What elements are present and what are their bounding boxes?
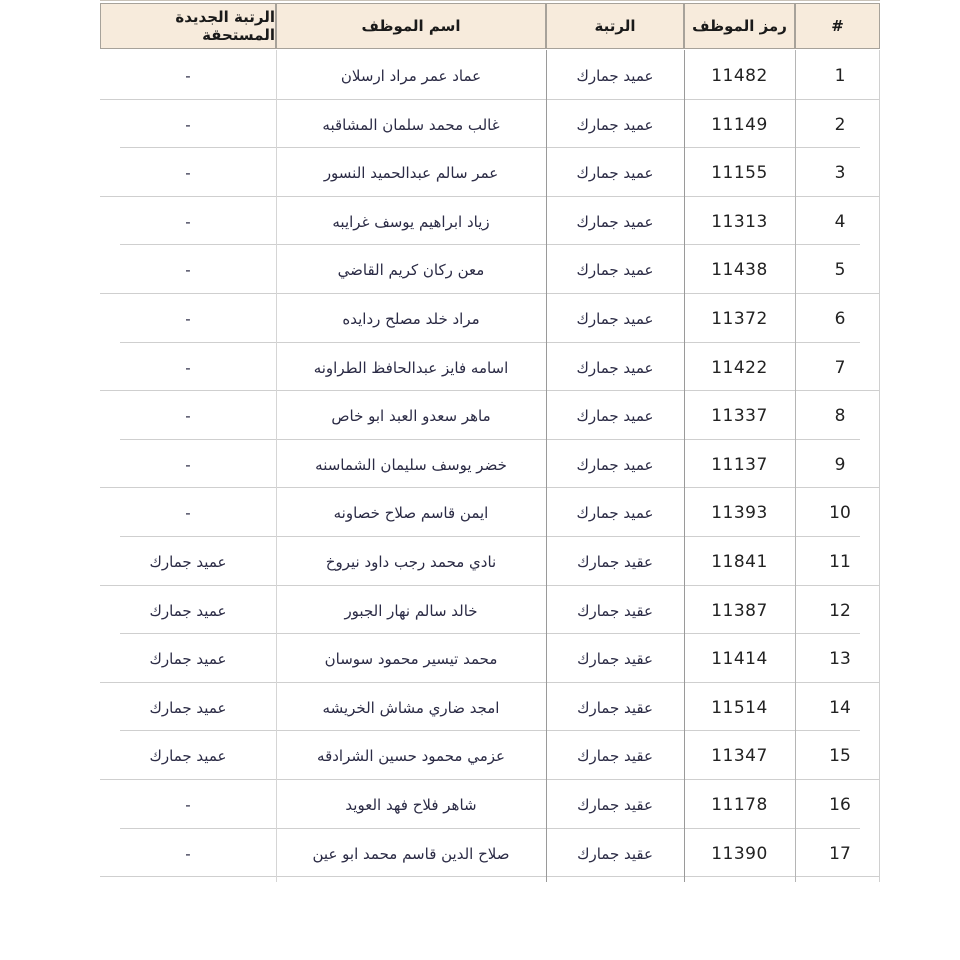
row-number: 9 xyxy=(834,454,846,475)
row-number: 1 xyxy=(834,66,846,86)
row-rank: عقيد جمارك xyxy=(577,601,653,620)
row-number: 7 xyxy=(834,357,846,378)
row-rank: عميد جمارك xyxy=(576,407,654,426)
row-divider xyxy=(100,585,880,586)
row-number: 10 xyxy=(829,503,851,524)
row-new-rank: - xyxy=(185,407,191,426)
column-divider xyxy=(546,50,547,882)
row-divider xyxy=(120,342,860,343)
row-employee-code: 11149 xyxy=(711,114,768,135)
row-new-rank: - xyxy=(185,212,191,231)
row-divider xyxy=(100,390,880,391)
table-row xyxy=(100,489,880,537)
row-divider xyxy=(100,487,880,488)
row-number: 13 xyxy=(829,649,851,670)
row-employee-name: ماهر سعدو العبد ابو خاص xyxy=(331,407,491,426)
row-new-rank: - xyxy=(185,115,191,134)
row-rank: عميد جمارك xyxy=(576,504,654,523)
row-employee-code: 11372 xyxy=(711,309,768,329)
row-employee-name: غالب محمد سلمان المشاقبه xyxy=(322,115,500,134)
row-employee-name: شاهر فلاح فهد العويد xyxy=(345,796,477,814)
row-employee-name: صلاح الدين قاسم محمد ابو عين xyxy=(312,844,510,863)
row-new-rank: - xyxy=(185,504,191,523)
row-employee-code: 11482 xyxy=(711,66,768,86)
column-divider xyxy=(684,50,685,882)
row-employee-name: زياد ابراهيم يوسف غرايبه xyxy=(332,212,490,231)
row-number: 11 xyxy=(829,552,851,572)
employee-table xyxy=(100,0,880,900)
row-employee-code: 11422 xyxy=(711,357,768,378)
row-rank: عميد جمارك xyxy=(576,358,654,377)
table-row xyxy=(100,635,880,683)
header-employee-name: اسم الموظف xyxy=(276,3,546,49)
row-divider xyxy=(100,196,880,197)
row-employee-name: محمد تيسير محمود سوسان xyxy=(324,650,498,669)
row-rank: عقيد جمارك xyxy=(577,844,653,863)
row-rank: عقيد جمارك xyxy=(577,698,653,717)
row-number: 5 xyxy=(834,260,846,281)
row-employee-code: 11387 xyxy=(711,600,768,621)
table-row xyxy=(100,830,880,878)
table-row xyxy=(100,295,880,343)
row-new-rank: عميد جمارك xyxy=(149,747,227,766)
row-number: 12 xyxy=(829,600,851,621)
row-rank: عميد جمارك xyxy=(576,310,654,328)
row-divider xyxy=(100,293,880,294)
row-employee-code: 11414 xyxy=(711,649,768,670)
row-new-rank: - xyxy=(185,358,191,377)
row-number: 2 xyxy=(834,114,846,135)
row-employee-name: ايمن قاسم صلاح خصاونه xyxy=(333,504,489,523)
row-employee-code: 11337 xyxy=(711,406,768,427)
row-employee-name: عمر سالم عبدالحميد النسور xyxy=(323,164,499,183)
row-number: 8 xyxy=(834,406,846,427)
row-employee-code: 11313 xyxy=(711,211,768,232)
column-divider xyxy=(879,50,880,882)
row-employee-name: خضر يوسف سليمان الشماسنه xyxy=(315,455,507,474)
row-rank: عميد جمارك xyxy=(576,115,654,134)
row-new-rank: عميد جمارك xyxy=(149,650,227,669)
row-employee-code: 11137 xyxy=(711,454,768,475)
row-rank: عميد جمارك xyxy=(576,261,654,280)
table-row xyxy=(100,149,880,197)
header-new-rank: الرتبة الجديدة المستحقة xyxy=(100,3,276,49)
table-row xyxy=(100,344,880,392)
table-row xyxy=(100,684,880,732)
row-rank: عقيد جمارك xyxy=(577,553,653,571)
row-rank: عقيد جمارك xyxy=(577,650,653,669)
row-employee-code: 11438 xyxy=(711,260,768,281)
row-new-rank: عميد جمارك xyxy=(149,698,227,717)
row-divider xyxy=(100,99,880,100)
row-employee-code: 11514 xyxy=(711,697,768,718)
row-divider xyxy=(120,828,860,829)
row-number: 17 xyxy=(829,843,851,864)
row-number: 3 xyxy=(834,163,846,184)
row-divider xyxy=(120,536,860,537)
row-number: 16 xyxy=(829,795,851,815)
row-employee-name: معن ركان كريم القاضي xyxy=(337,261,485,280)
row-employee-code: 11155 xyxy=(711,163,768,184)
table-row xyxy=(100,246,880,294)
row-number: 6 xyxy=(834,309,846,329)
row-divider xyxy=(120,439,860,440)
row-divider xyxy=(120,147,860,148)
column-divider xyxy=(795,50,796,882)
row-rank: عقيد جمارك xyxy=(577,747,653,766)
row-employee-name: خالد سالم نهار الجبور xyxy=(344,601,478,620)
row-new-rank: - xyxy=(185,261,191,280)
row-new-rank: - xyxy=(185,310,191,328)
row-number: 15 xyxy=(829,746,851,767)
row-divider xyxy=(100,779,880,780)
table-row xyxy=(100,101,880,149)
row-employee-code: 11841 xyxy=(711,552,768,572)
row-new-rank: - xyxy=(185,164,191,183)
row-employee-code: 11393 xyxy=(711,503,768,524)
header-employee-code: رمز الموظف xyxy=(684,3,795,49)
row-employee-name: امجد ضاري مشاش الخريشه xyxy=(322,698,500,717)
table-row xyxy=(100,538,880,586)
row-divider xyxy=(120,633,860,634)
header-rank: الرتبة xyxy=(546,3,684,49)
row-divider xyxy=(100,682,880,683)
row-employee-name: عزمي محمود حسين الشرادقه xyxy=(317,747,505,766)
column-divider xyxy=(276,50,277,882)
table-row xyxy=(100,781,880,829)
row-number: 4 xyxy=(834,211,846,232)
row-new-rank: - xyxy=(185,796,191,814)
row-new-rank: - xyxy=(185,455,191,474)
row-rank: عقيد جمارك xyxy=(577,796,653,814)
row-employee-name: مراد خلد مصلح ردايده xyxy=(342,310,480,328)
header-number: # xyxy=(795,3,880,49)
row-new-rank: عميد جمارك xyxy=(149,601,227,620)
row-employee-name: عماد عمر مراد ارسلان xyxy=(340,67,482,85)
table-row xyxy=(100,587,880,635)
row-divider xyxy=(100,876,880,877)
row-number: 14 xyxy=(829,697,851,718)
row-divider xyxy=(120,730,860,731)
row-employee-code: 11347 xyxy=(711,746,768,767)
table-row xyxy=(100,441,880,489)
row-rank: عميد جمارك xyxy=(576,164,654,183)
row-new-rank: - xyxy=(185,844,191,863)
row-new-rank: عميد جمارك xyxy=(149,553,227,571)
row-divider xyxy=(120,244,860,245)
table-row xyxy=(100,52,880,100)
row-rank: عميد جمارك xyxy=(576,67,654,85)
row-new-rank: - xyxy=(185,67,191,85)
table-row xyxy=(100,392,880,440)
row-employee-name: نادي محمد رجب داود نيروخ xyxy=(325,553,497,571)
row-employee-name: اسامه فايز عبدالحافظ الطراونه xyxy=(313,358,509,377)
table-row xyxy=(100,198,880,246)
row-rank: عميد جمارك xyxy=(576,212,654,231)
row-employee-code: 11178 xyxy=(711,795,768,815)
row-employee-code: 11390 xyxy=(711,843,768,864)
table-row xyxy=(100,732,880,780)
row-rank: عميد جمارك xyxy=(576,455,654,474)
